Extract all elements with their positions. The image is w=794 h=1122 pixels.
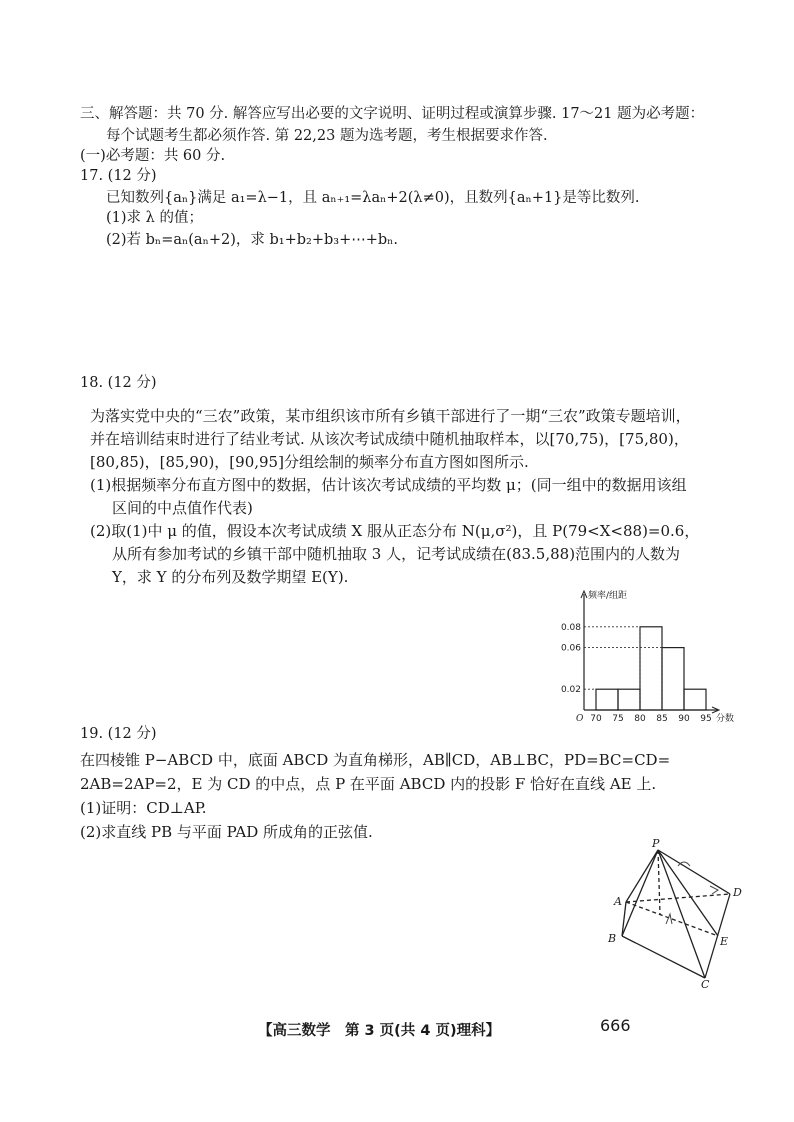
q18-stem-line2: 并在培训结束时进行了结业考试. 从该次考试成绩中随机抽取样本，以[70,75)，[75,80)， [90, 430, 689, 448]
frequency-histogram [558, 586, 738, 726]
q17-part2: (2)若 bₙ=aₙ(aₙ+2)，求 b₁+b₂+b₃+⋯+bₙ. [106, 232, 399, 248]
edge-PC [658, 850, 705, 978]
q18-stem-line3: [80,85)，[85,90)，[90,95]分组绘制的频率分布直方图如图所示. [90, 453, 529, 471]
y-axis-label: 频率/组距 [588, 591, 628, 601]
q18-part1-line2: 区间的中点值作代表) [112, 499, 253, 517]
origin-label: O [576, 714, 584, 724]
q18-part2-line1: (2)取(1)中 μ 的值，假设本次考试成绩 X 服从正态分布 N(μ,σ²)，且 P(79<X<88)=0.6， [90, 522, 700, 540]
x-tick-label: 85 [656, 714, 668, 724]
q19-stem-line1: 在四棱锥 P−ABCD 中，底面 ABCD 为直角梯形，AB∥CD，AB⊥BC，PD=BC=CD= [80, 751, 671, 769]
pyramid-figure [600, 838, 750, 988]
q17-number: 17. (12 分) [80, 168, 157, 184]
label-C: C [701, 978, 710, 988]
x-tick-label: 95 [700, 714, 712, 724]
edge-AE [626, 902, 718, 936]
q19-part1: (1)证明：CD⊥AP. [80, 799, 207, 817]
edge-PD [658, 850, 730, 894]
label-E: E [720, 935, 729, 948]
q18-number: 18. (12 分) [80, 375, 157, 391]
x-tick-label: 80 [634, 714, 646, 724]
y-tick-label: 0.08 [560, 622, 581, 633]
section-instructions-line1: 三、解答题：共 70 分. 解答应写出必要的文字说明、证明过程或演算步骤. 17～21 题为必考题： [80, 106, 705, 122]
q18-part1-line1: (1)根据频率分布直方图中的数据，估计该次考试成绩的平均数 μ；(同一组中的数据用该组 [90, 476, 687, 494]
edge-PA [626, 850, 658, 902]
q19-number: 19. (12 分) [80, 726, 157, 742]
histogram-bar [662, 648, 684, 710]
y-tick-label: 0.06 [560, 643, 581, 654]
pencil-mark [666, 914, 672, 924]
q18-part2-line2: 从所有参加考试的乡镇干部中随机抽取 3 人，记考试成绩在(83.5,88)范围内的人数为 [112, 545, 681, 563]
x-tick-label: 75 [612, 714, 624, 724]
edge-PE [658, 850, 718, 936]
q18-part2-line3: Y，求 Y 的分布列及数学期望 E(Y). [112, 568, 349, 586]
y-tick-label: 0.02 [560, 685, 581, 696]
section-instructions-line2: 每个试题考生都必须作答. 第 22,23 题为选考题，考生根据要求作答. [106, 128, 548, 144]
edge-PB [622, 850, 658, 936]
q17-stem: 已知数列{aₙ}满足 a₁=λ−1，且 aₙ₊₁=λaₙ+2(λ≠0)，且数列{aₙ+1}是等比数列. [106, 190, 640, 206]
x-tick-label: 70 [590, 714, 602, 724]
label-D: D [733, 886, 742, 899]
page-footer: 【高三数学 第 3 页(共 4 页)理科】 [258, 1023, 501, 1039]
x-axis-label: 分数 [716, 714, 735, 724]
q19-part2: (2)求直线 PB 与平面 PAD 所成角的正弦值. [80, 823, 373, 841]
histogram-bar [684, 689, 706, 710]
x-tick-label: 90 [678, 714, 690, 724]
page-code: 666 [600, 1016, 631, 1035]
q19-stem-line2: 2AB=2AP=2，E 为 CD 的中点，点 P 在平面 ABCD 内的投影 F 恰好在直线 AE 上. [80, 775, 657, 793]
label-A: A [614, 895, 622, 908]
label-B: B [608, 932, 617, 945]
histogram-bar [640, 627, 662, 710]
histogram-bar [618, 689, 640, 710]
histogram-bar [596, 689, 618, 710]
edge-PF [658, 850, 660, 914]
section-subheading: (一)必考题：共 60 分. [80, 148, 226, 164]
label-P: P [652, 838, 660, 850]
pencil-mark [710, 886, 718, 894]
q18-stem-line1: 为落实党中央的“三农”政策，某市组织该市所有乡镇干部进行了一期“三农”政策专题培训， [90, 407, 691, 425]
q17-part1: (1)求 λ 的值； [106, 210, 203, 226]
chart-layer [561, 589, 734, 724]
edge-AD [626, 894, 730, 902]
